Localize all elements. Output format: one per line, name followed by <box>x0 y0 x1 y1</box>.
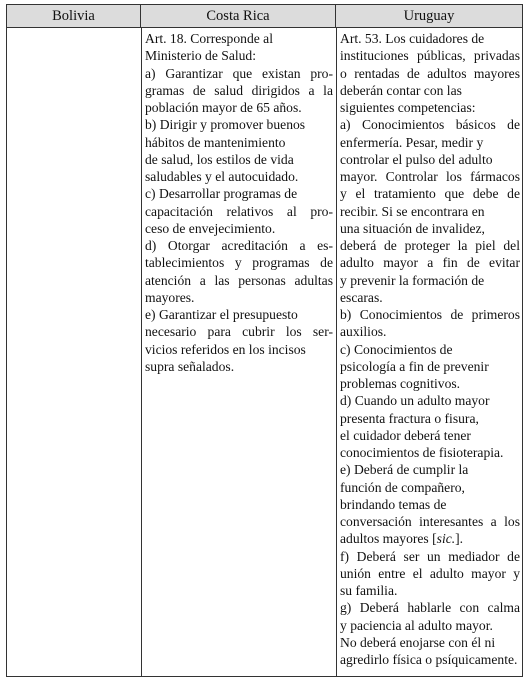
column-divider <box>141 28 142 676</box>
text-line: c) Desarrollar programas de <box>145 186 298 202</box>
header-bolivia: Bolivia <box>7 5 141 27</box>
text-line: b) Dirigir y promover buenos <box>145 117 306 133</box>
text-line: hábitos de mantenimiento <box>145 134 286 150</box>
text-line: adultos mayores [sic.]. <box>340 531 464 547</box>
text-line: a) Garantizar que existan pro- <box>145 65 333 81</box>
text-line: mayor. Controlar los fármacos <box>340 169 520 184</box>
text-line: una situación de invalidez, <box>340 220 485 236</box>
comparison-table <box>6 4 523 677</box>
text-line: mayores. <box>145 289 195 305</box>
text-line: el cuidador deberá tener <box>340 427 471 443</box>
text-line: su familia. <box>340 583 398 598</box>
text-line: brindando temas de <box>340 496 447 512</box>
text-line: recibir. Si se encontrara en <box>340 203 485 219</box>
text-line: población mayor de 65 años. <box>145 100 302 115</box>
text-line: supra señalados. <box>145 358 235 374</box>
text-line: agredirlo física o psíquicamente. <box>340 652 518 667</box>
text-line: e) Garantizar el presupuesto <box>145 307 298 322</box>
text-line: enfermería. Pesar, medir y <box>340 134 484 150</box>
text-line: ceso de envejecimiento. <box>145 220 276 236</box>
text-line: unión entre el adulto mayor y <box>340 565 520 581</box>
text-line: y el tratamiento que debe de <box>340 186 520 202</box>
header-costa-rica: Costa Rica <box>141 5 336 27</box>
text-line: función de compañero, <box>340 479 465 495</box>
text-line: vicios referidos en los incisos <box>145 341 306 357</box>
text-line: y paciencia al adulto mayor. <box>340 617 493 633</box>
text-line: g) Deberá hablarle con calma <box>340 600 520 616</box>
text-line: d) Cuando un adulto mayor <box>340 393 490 409</box>
text-line: psicología a fin de prevenir <box>340 358 489 374</box>
text-line: de salud, los estilos de vida <box>145 151 294 167</box>
uruguay-cell <box>340 30 520 668</box>
text-line: conocimientos de fisioterapia. <box>340 445 504 460</box>
text-line: Art. 53. Los cuidadores de <box>340 31 485 46</box>
text-line: adulto mayor a fin de evitar <box>340 255 520 271</box>
text-line: instituciones públicas, privadas <box>340 48 520 64</box>
text-line: auxilios. <box>340 324 387 340</box>
costa-rica-cell <box>145 30 333 375</box>
text-line: presenta fractura o fisura, <box>340 410 479 426</box>
text-line: deberá de proteger la piel del <box>340 238 520 253</box>
text-line: No deberá enojarse con él ni <box>340 634 496 650</box>
text-line: d) Otorgar acreditación a es- <box>145 238 333 253</box>
text-line: atención a las personas adultas <box>145 272 333 288</box>
header-uruguay: Uruguay <box>403 8 455 24</box>
text-line: siguientes competencias: <box>340 100 476 115</box>
text-line: problemas cognitivos. <box>340 376 461 391</box>
text-line: e) Deberá de cumplir la <box>340 462 469 478</box>
text-line: y prevenir la formación de <box>340 272 485 288</box>
text-line: deberán contar con las <box>340 82 462 98</box>
text-line: controlar el pulso del adulto <box>340 151 493 167</box>
text-line: o rentadas de adultos mayores <box>340 65 520 81</box>
text-line: escaras. <box>340 289 383 305</box>
text-line: Ministerio de Salud: <box>145 48 257 64</box>
text-line: tablecimientos y programas de <box>145 255 333 271</box>
text-line: c) Conocimientos de <box>340 341 453 357</box>
column-divider <box>336 28 337 676</box>
text-line: f) Deberá ser un mediador de <box>340 548 520 564</box>
text-line: conversación interesantes a los <box>340 514 520 529</box>
text-line: Art. 18. Corresponde al <box>145 31 273 46</box>
text-line: a) Conocimientos básicos de <box>340 117 520 133</box>
text-line: b) Conocimientos de primeros <box>340 307 520 322</box>
text-line: necesario para cubrir los ser- <box>145 324 333 340</box>
text-line: saludables y el autocuidado. <box>145 169 299 184</box>
text-line: capacitación relativos al pro- <box>145 203 333 219</box>
table-header-row <box>7 5 522 28</box>
text-line: gramas de salud dirigidos a la <box>145 82 333 98</box>
